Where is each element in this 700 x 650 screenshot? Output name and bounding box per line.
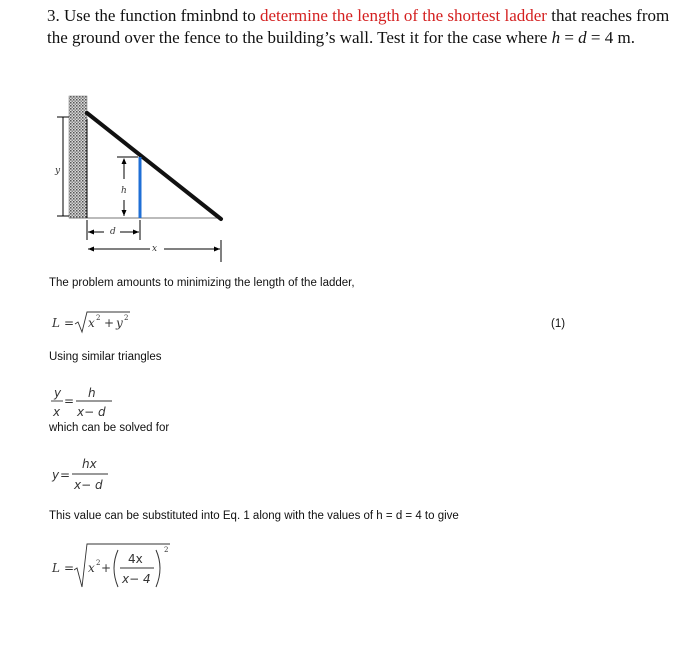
x-arrow-left xyxy=(88,247,94,252)
eq4-x: x xyxy=(88,561,95,575)
eq4-right-paren xyxy=(156,550,160,587)
eq1-y: y xyxy=(116,316,123,330)
x-arrow-right xyxy=(214,247,220,252)
h-arrow-up xyxy=(122,158,127,164)
ladder xyxy=(87,113,221,219)
equation-1-number: (1) xyxy=(551,318,566,330)
label-x: x xyxy=(152,244,158,254)
eq4-den: x− 4 xyxy=(122,572,151,586)
eq1-y-exp: 2 xyxy=(124,314,129,322)
eq4-x-exp: 2 xyxy=(96,559,101,567)
eq4-equals: = xyxy=(64,561,75,575)
equation-1 xyxy=(46,308,146,336)
question-text-before: Use the function fminbnd to xyxy=(64,6,256,25)
eq1-plus: + xyxy=(104,316,115,330)
d-arrow-left xyxy=(88,230,94,235)
equation-4 xyxy=(46,540,181,595)
equation-2 xyxy=(46,384,126,424)
intro-text: The problem amounts to minimizing the length of the ladder, xyxy=(49,277,355,289)
eq2-den-right: x− d xyxy=(77,405,106,419)
label-h: h xyxy=(121,186,127,196)
question-highlight: determine the length of the shortest ladder xyxy=(259,6,547,25)
eq1-lhs: L xyxy=(52,316,60,330)
condition-eq1: = xyxy=(564,28,574,47)
eq2-den-left: x xyxy=(53,405,61,419)
eq1-equals: = xyxy=(64,316,75,330)
eq3-den: x− d xyxy=(74,478,103,492)
eq4-plus: + xyxy=(101,561,112,575)
eq3-num: hx xyxy=(82,457,97,471)
eq1-x-exp: 2 xyxy=(96,314,101,322)
eq4-outer-exp: 2 xyxy=(164,546,169,554)
question-text-after: that reaches from the ground over the fence to the building’s wall. Test it for the case where xyxy=(47,6,670,47)
equation-3 xyxy=(46,455,126,497)
label-d: d xyxy=(110,227,116,237)
question-text xyxy=(47,5,672,49)
eq2-equals: = xyxy=(64,394,75,408)
label-y: y xyxy=(55,166,61,176)
eq2-num-right: h xyxy=(88,386,96,400)
building-wall xyxy=(69,96,87,218)
condition-h: h xyxy=(551,28,561,47)
similar-triangles-text: Using similar triangles xyxy=(49,351,162,363)
eq4-num: 4x xyxy=(128,552,143,566)
eq3-lhs: y xyxy=(52,468,60,482)
ladder-diagram xyxy=(40,90,240,265)
condition-d: d xyxy=(578,28,587,47)
eq3-equals: = xyxy=(60,468,71,482)
d-arrow-right xyxy=(133,230,139,235)
eq2-num-left: y xyxy=(54,386,62,400)
eq4-left-paren xyxy=(114,550,118,587)
eq4-lhs: L xyxy=(52,561,60,575)
question-number: 3. xyxy=(47,6,60,25)
eq1-x: x xyxy=(88,316,95,330)
solved-for-text: which can be solved for xyxy=(49,422,170,434)
h-arrow-down xyxy=(122,210,127,216)
substituted-text: This value can be substituted into Eq. 1 along with the values of h = d = 4 to give xyxy=(49,510,459,522)
condition-eq2: = 4 m. xyxy=(590,28,635,47)
